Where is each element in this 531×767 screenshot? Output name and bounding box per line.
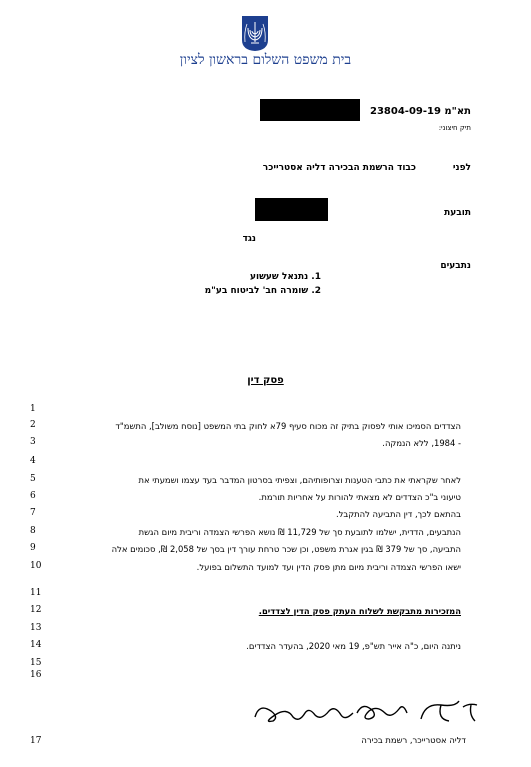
- line-number: 17: [30, 736, 42, 746]
- case-number: תא"מ 23804-09-19: [370, 106, 471, 117]
- secretariat-instruction: המזכירות מתבקשת לשלוח העתק פסק הדין לצדדים.: [258, 606, 461, 616]
- body-line: ישאו הפרשי הצמדה וריבית מיום מתן פסק הדין ועד למועד התשלום בפועל.: [196, 562, 461, 572]
- before-label: לפני: [452, 163, 471, 173]
- body-line: לאחר שקראתי את כתבי הטענות וצרופותיהם, וצפיתי בסרטון המדבר בעד עצמו ושמעתי את: [138, 475, 461, 485]
- line-number: 16: [30, 670, 42, 680]
- handwritten-signature: [245, 693, 495, 733]
- line-number: 2: [30, 420, 36, 430]
- external-case-label: תיק חיצוני:: [438, 124, 471, 132]
- body-line: בהתאם לכך, דין התביעה להתקבל.: [335, 509, 461, 519]
- defendant-2: 2. שומרה חב' לביטוח בע"מ: [204, 286, 321, 296]
- body-line: הצדדים הסמיכו אותי לפסוק בתיק זה מכוח סעיף 79א לחוק בתי המשפט [נוסח משולב], התשמ"ד: [115, 421, 461, 431]
- line-number: 14: [30, 640, 42, 650]
- line-number: 9: [30, 543, 36, 553]
- plaintiff-label: תובעת: [444, 208, 471, 218]
- document-title-text: פסק דין: [247, 375, 284, 386]
- versus-label: נגד: [242, 234, 256, 244]
- line-number: 4: [30, 456, 36, 466]
- line-number: 7: [30, 508, 36, 518]
- line-number: 15: [30, 658, 42, 668]
- body-line: הנתבעים, הדדית, ישלמו לתובעת סך של 11,729 ₪ נושא הפרשי הצמדה וריבית מיום הגשת: [138, 527, 461, 537]
- line-number: 3: [30, 437, 36, 447]
- court-name: בית משפט השלום בראשון לציון: [179, 52, 352, 68]
- line-number: 6: [30, 491, 36, 501]
- judge-name: כבוד הרשמת הבכירה דליה אסטרייכר: [262, 163, 416, 173]
- document-title: [0, 375, 531, 386]
- body-line: התביעה, סך של 379 ₪ בגין אגרת משפט, וכן שכר טרחת עורך דין בסך של 2,058 ₪, סכומים אלה: [111, 544, 461, 554]
- redaction-block: [260, 99, 360, 121]
- line-number: 10: [30, 561, 42, 571]
- body-line: טיעוני ב"כ הצדדים לא מצאתי להורות על אחריות תורמת.: [258, 492, 461, 502]
- line-number: 5: [30, 474, 36, 484]
- signer-name: דליה אסטרייכר, רשמת בכירה: [361, 735, 466, 745]
- body-line: ניתנה היום, כ"ה אייר תש"פ, 19 מאי 2020, בהעדר הצדדים.: [246, 641, 461, 651]
- line-number: 1: [30, 404, 36, 414]
- state-emblem-icon: [240, 14, 270, 52]
- body-line: [41, 606, 461, 616]
- defendant-1: 1. נתנאל שעשוע: [250, 272, 321, 282]
- redaction-block: [255, 198, 328, 221]
- line-number: 13: [30, 623, 42, 633]
- defendants-label: נתבעים: [440, 261, 471, 271]
- line-number: 12: [30, 605, 42, 615]
- line-number: 8: [30, 526, 36, 536]
- body-line: - 1984, ללא הנמקה.: [382, 438, 461, 448]
- line-number: 11: [30, 588, 42, 598]
